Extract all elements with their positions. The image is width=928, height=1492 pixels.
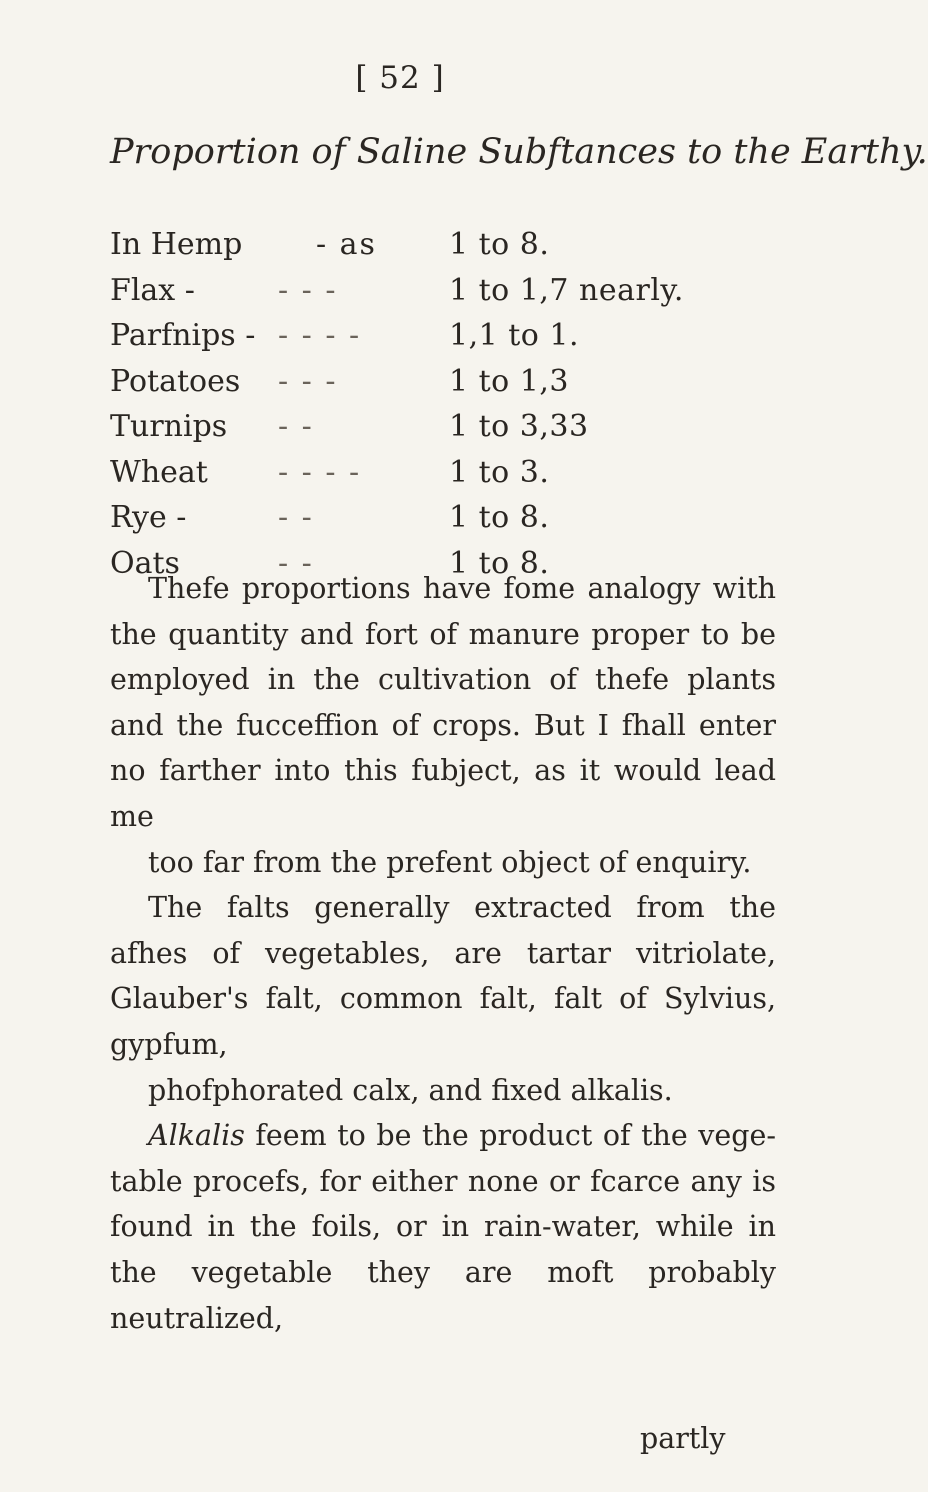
crop-name: Parfnips - <box>110 318 256 354</box>
crop-name: In Hemp <box>110 227 243 263</box>
text-line: found in the foils, or in rain-water, while in the <box>110 1210 776 1289</box>
crop-name: Flax - <box>110 272 195 308</box>
leader-dashes: - - - <box>278 272 338 308</box>
table-row <box>110 359 749 405</box>
leader-dashes: - - <box>278 545 314 581</box>
crop-name: Rye - <box>110 500 187 536</box>
text-line: falt, common falt, falt of Sylvius, gypfum, <box>110 982 776 1061</box>
leader-dashes: - - - - <box>278 318 362 354</box>
ratio-value: 1 to 1,3 <box>449 363 569 399</box>
paragraph-proportions <box>110 566 776 885</box>
paragraph-salts <box>110 885 776 1113</box>
text-line: vegetable they are moft probably neutralized, <box>110 1255 776 1335</box>
ratio-value: 1 to 3,33 <box>449 409 589 445</box>
ratio-value: 1 to 8. <box>449 545 550 581</box>
leader-dashes: - as <box>316 227 377 263</box>
proportions-table <box>110 222 749 586</box>
ratio-value: 1 to 8. <box>449 500 550 536</box>
ratio-value: 1 to 1,7 nearly. <box>449 272 684 308</box>
ratio-value: 1 to 3. <box>449 454 550 490</box>
crop-name: Turnips <box>110 409 228 445</box>
text-line: Thefe proportions have fome analogy with <box>148 572 776 605</box>
crop-name: Potatoes <box>110 363 241 399</box>
text-line: too far from the prefent object of enquiry. <box>148 845 752 879</box>
table-row <box>110 450 749 496</box>
crop-name: Wheat <box>110 454 208 490</box>
leader-dashes: - - <box>278 409 314 445</box>
leader-dashes: - - - - <box>278 454 362 490</box>
table-row <box>110 222 749 268</box>
leader-dashes: - - <box>278 500 314 536</box>
text-line: of vegetables, are tartar vitriolate, Glauber's <box>110 936 777 1016</box>
text-line: no farther into this fubject, as it would lead me <box>110 754 776 833</box>
body-text <box>110 566 776 1341</box>
table-row <box>110 268 749 314</box>
text-line: and the fucceffion of crops. But I fhall enter <box>110 708 776 742</box>
text-line: feem to be the product of the vege- <box>244 1119 776 1153</box>
table-row <box>110 313 749 359</box>
text-line: the quantity and fort of manure proper to be <box>110 617 776 651</box>
text-line: table procefs, for either none or fcarce any is <box>110 1164 776 1198</box>
page-number: [ 52 ] <box>355 60 445 96</box>
ratio-value: 1,1 to 1. <box>449 318 580 354</box>
text-line: The falts generally extracted from the afhes <box>110 891 776 970</box>
crop-name: Oats <box>110 545 180 581</box>
table-row <box>110 495 749 541</box>
paragraph-alkalis <box>110 1113 776 1341</box>
table-row <box>110 404 749 450</box>
catchword: partly <box>640 1422 726 1455</box>
text-line: employed in the cultivation of thefe plants <box>110 663 776 697</box>
italic-lead-word: Alkalis <box>148 1119 245 1153</box>
ratio-value: 1 to 8. <box>449 227 550 263</box>
section-heading: Proportion of Saline Subftances to the Earthy. <box>110 132 928 172</box>
text-line: phofphorated calx, and fixed alkalis. <box>148 1073 673 1107</box>
leader-dashes: - - - <box>278 363 338 399</box>
